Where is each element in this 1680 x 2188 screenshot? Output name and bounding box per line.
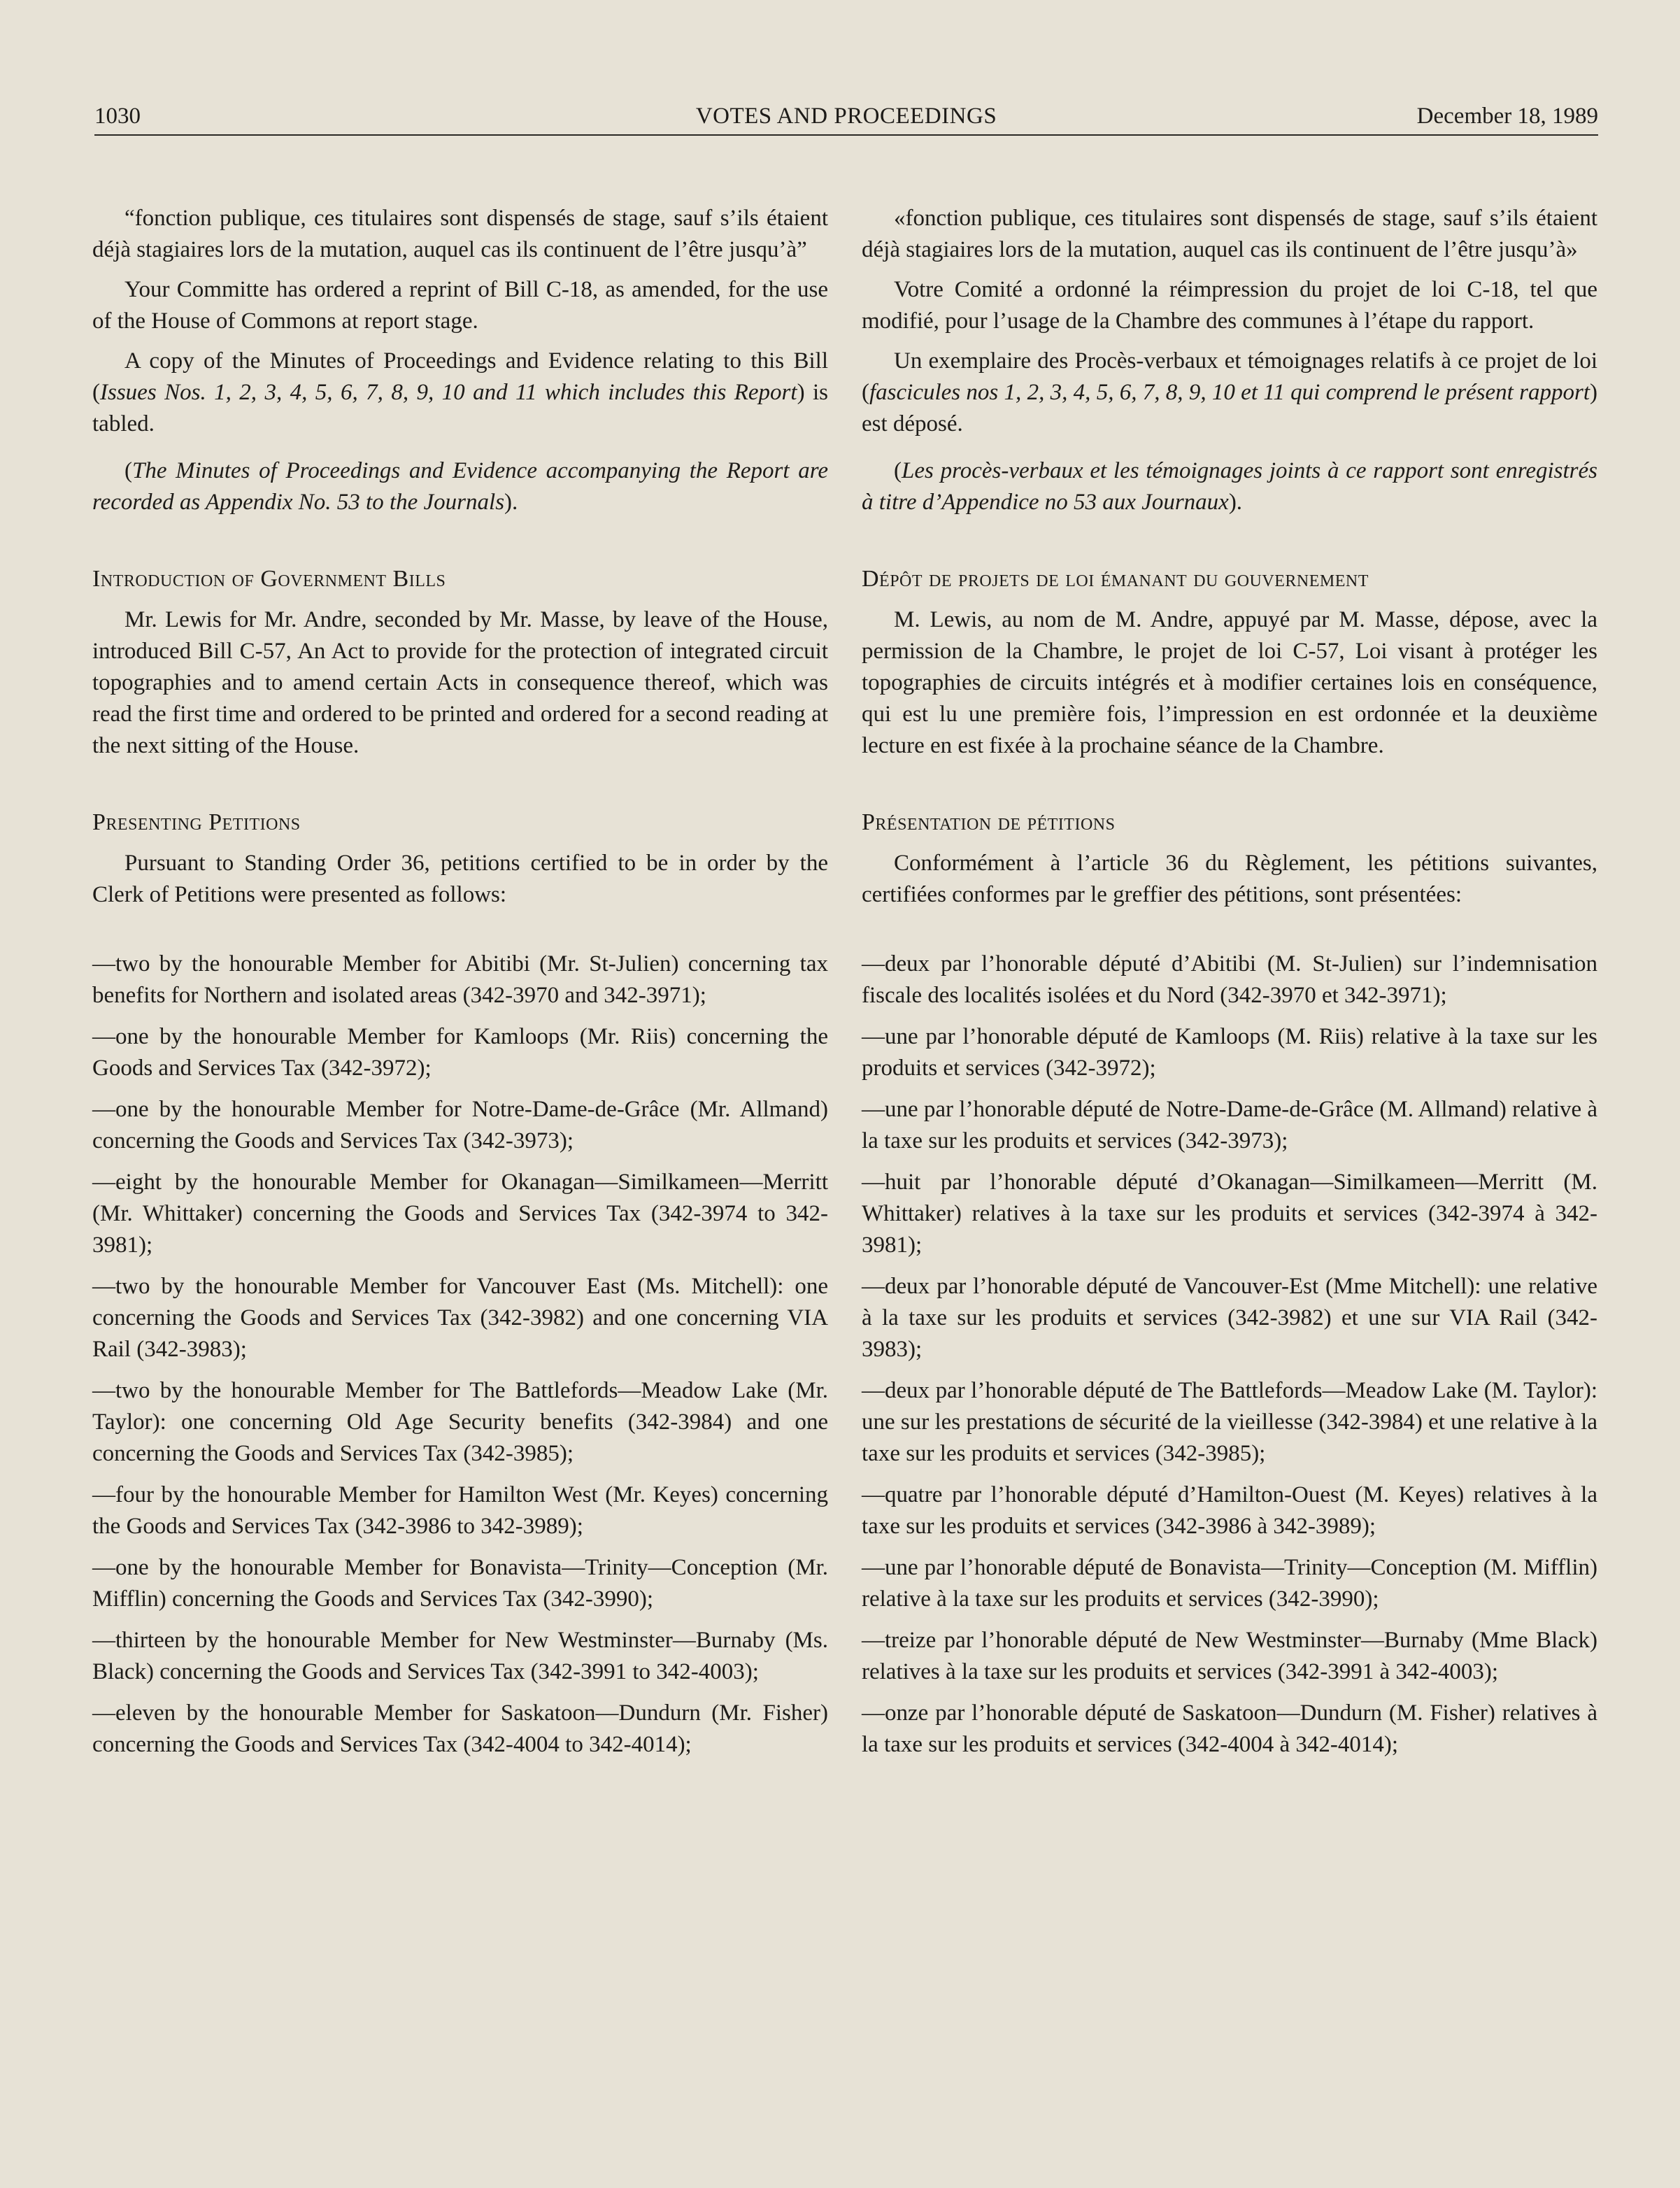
petition-item: —deux par l’honorable député de Vancouver-Est (Mme Mitchell): une relative à la taxe sur les produits et services (342-3982) et une sur VIA Rail (342-3983); [862, 1274, 1597, 1362]
appendix-note-a: ( [894, 458, 902, 483]
petition-item: —eleven by the honourable Member for Saskatoon—Dundurn (Mr. Fisher) concerning the Goods and Services Tax (342-4004 to 342-4014); [92, 1700, 828, 1757]
minutes-text-italic: Issues Nos. 1, 2, 3, 4, 5, 6, 7, 8, 9, 10 and 11 which includes this Report [100, 380, 797, 405]
petition-item: —treize par l’honorable député de New Westminster—Burnaby (Mme Black) relatives à la taxe sur les produits et services (342-3991 à 342-4003); [862, 1628, 1597, 1684]
petition-item: —one by the honourable Member for Kamloops (Mr. Riis) concerning the Goods and Services Tax (342-3972); [92, 1024, 828, 1081]
petition-item: —two by the honourable Member for Vancouver East (Ms. Mitchell): one concerning the Goods and Services Tax (342-3982) and one concerning VIA Rail (342-3983); [92, 1274, 828, 1362]
petition-item: —one by the honourable Member for Notre-Dame-de-Grâce (Mr. Allmand) concerning the Goods and Services Tax (342-3973); [92, 1097, 828, 1153]
section-heading-bills: Introduction of Government Bills [92, 566, 446, 592]
petition-item: —une par l’honorable député de Bonavista—Trinity—Conception (M. Mifflin) relative à la taxe sur les produits et services (342-3990); [862, 1555, 1597, 1612]
petition-item: —deux par l’honorable député de The Battlefords—Meadow Lake (M. Taylor): une sur les prestations de sécurité de la vieillesse (342-3984) et une relative à la taxe sur les produits et services (342-3985); [862, 1378, 1597, 1466]
section-heading-bills: Dépôt de projets de loi émanant du gouvernement [862, 566, 1369, 592]
section-heading-petitions: Presenting Petitions [92, 809, 301, 835]
petitions-intro: Pursuant to Standing Order 36, petitions certified to be in order by the Clerk of Petitions were presented as follows: [92, 851, 828, 907]
appendix-note [862, 455, 1597, 518]
petition-item: —thirteen by the honourable Member for New Westminster—Burnaby (Ms. Black) concerning the Goods and Services Tax (342-3991 to 342-4003); [92, 1628, 828, 1684]
petition-item: —onze par l’honorable député de Saskatoon—Dundurn (M. Fisher) relatives à la taxe sur les produits et services (342-4004 à 342-4014); [862, 1700, 1597, 1757]
petition-item: —une par l’honorable député de Kamloops (M. Riis) relative à la taxe sur les produits et services (342-3972); [862, 1024, 1597, 1081]
petition-list [862, 949, 1597, 1761]
quoted-text: «fonction publique, ces titulaires sont dispensés de stage, sauf s’ils étaient déjà stagiaires lors de la mutation, auquel cas ils continuent de l’être jusqu’à» [862, 206, 1597, 262]
minutes-text-b: ) est déposé. [862, 380, 1597, 436]
petition-item: —eight by the honourable Member for Okanagan—Similkameen—Merritt (Mr. Whittaker) concerning the Goods and Services Tax (342-3974 to 342-3981); [92, 1170, 828, 1258]
minutes-paragraph [92, 346, 828, 440]
minutes-text-b: ) is tabled. [92, 380, 828, 436]
minutes-text-a: A copy of the Minutes of Proceedings and Evidence relating to this Bill ( [92, 348, 828, 405]
petition-item: —une par l’honorable député de Notre-Dame-de-Grâce (M. Allmand) relative à la taxe sur les produits et services (342-3973); [862, 1097, 1597, 1153]
minutes-text-a: Un exemplaire des Procès-verbaux et témoignages relatifs à ce projet de loi ( [862, 348, 1597, 405]
reprint-paragraph: Your Committe has ordered a reprint of Bill C-18, as amended, for the use of the House of Commons at report stage. [92, 277, 828, 334]
section-heading-petitions: Présentation de pétitions [862, 809, 1116, 835]
page-header [94, 98, 1598, 136]
appendix-note-a: ( [124, 458, 132, 483]
appendix-note-italic: Les procès-verbaux et les témoignages joints à ce rapport sont enregistrés à titre d’Appendice no 53 aux Journaux [862, 458, 1597, 515]
petition-item: —quatre par l’honorable député d’Hamilton-Ouest (M. Keyes) relatives à la taxe sur les produits et services (342-3986 à 342-3989); [862, 1482, 1597, 1539]
bill-c57-paragraph: Mr. Lewis for Mr. Andre, seconded by Mr. Masse, by leave of the House, introduced Bill C-57, An Act to provide for the protection of integrated circuit topographies and to amend certain Acts in consequence thereof, which was read the first time and ordered to be printed and ordered for a second reading at the next sitting of the House. [92, 607, 828, 758]
minutes-paragraph [862, 346, 1597, 440]
english-column [92, 203, 828, 1761]
page-number: 1030 [94, 104, 141, 129]
running-title: VOTES AND PROCEEDINGS [695, 104, 997, 129]
petition-item: —four by the honourable Member for Hamilton West (Mr. Keyes) concerning the Goods and Services Tax (342-3986 to 342-3989); [92, 1482, 828, 1539]
petition-item: —two by the honourable Member for The Battlefords—Meadow Lake (Mr. Taylor): one concerning Old Age Security benefits (342-3984) and one concerning the Goods and Services Tax (342-3985); [92, 1378, 828, 1466]
french-column [862, 203, 1597, 1761]
petition-item: —one by the honourable Member for Bonavista—Trinity—Conception (Mr. Mifflin) concerning the Goods and Services Tax (342-3990); [92, 1555, 828, 1612]
reprint-paragraph: Votre Comité a ordonné la réimpression du projet de loi C-18, tel que modifié, pour l’usage de la Chambre des communes à l’étape du rapport. [862, 277, 1597, 334]
minutes-text-italic: fascicules nos 1, 2, 3, 4, 5, 6, 7, 8, 9, 10 et 11 qui comprend le présent rapport [869, 380, 1590, 405]
appendix-note [92, 455, 828, 518]
petition-list [92, 949, 828, 1761]
petition-item: —deux par l’honorable député d’Abitibi (M. St-Julien) sur l’indemnisation fiscale des localités isolées et du Nord (342-3970 et 342-3971); [862, 951, 1597, 1008]
header-date: December 18, 1989 [1416, 104, 1598, 129]
appendix-note-b: ). [1228, 490, 1243, 515]
appendix-note-italic: The Minutes of Proceedings and Evidence accompanying the Report are recorded as Appendix No. 53 to the Journals [92, 458, 828, 515]
petitions-intro: Conformément à l’article 36 du Règlement, les pétitions suivantes, certifiées conformes par le greffier des pétitions, sont présentées: [862, 851, 1597, 907]
bill-c57-paragraph: M. Lewis, au nom de M. Andre, appuyé par M. Masse, dépose, avec la permission de la Chambre, le projet de loi C-57, Loi visant à protéger les topographies de circuits intégrés et à modifier certaines lois en conséquence, qui est lu une première fois, l’impression en est ordonnée et la deuxième lecture en est fixée à la prochaine séance de la Chambre. [862, 607, 1597, 758]
appendix-note-b: ). [504, 490, 518, 515]
petition-item: —two by the honourable Member for Abitibi (Mr. St-Julien) concerning tax benefits for Northern and isolated areas (342-3970 and 342-3971); [92, 951, 828, 1008]
petition-item: —huit par l’honorable député d’Okanagan—Similkameen—Merritt (M. Whittaker) relatives à la taxe sur les produits et services (342-3974 à 342-3981); [862, 1170, 1597, 1258]
quoted-text: “fonction publique, ces titulaires sont dispensés de stage, sauf s’ils étaient déjà stagiaires lors de la mutation, auquel cas ils continuent de l’être jusqu’à” [92, 206, 828, 262]
